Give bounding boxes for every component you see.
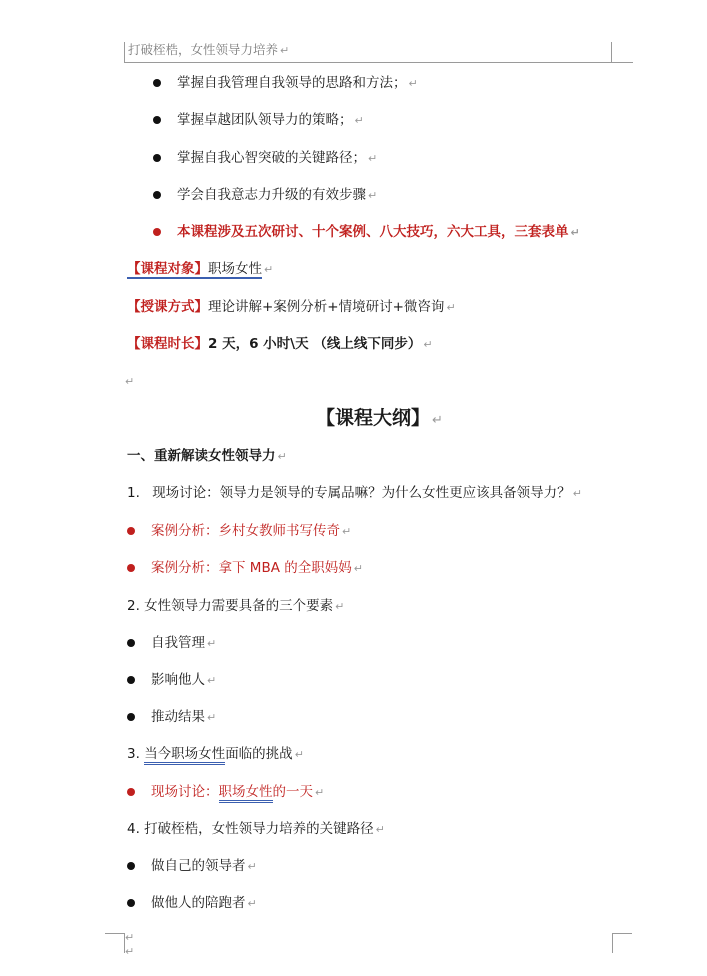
discussion-rest: 的一天 [272,784,313,800]
element-text: 自我管理 [151,635,205,651]
outline-title [316,405,443,434]
path-text: 做自己的领导者 [151,858,246,874]
footer-paragraph-1 [125,930,134,945]
header-corner-left [124,42,125,62]
paragraph-mark: ↵ [432,413,443,428]
header-rule [124,62,633,63]
paragraph-mark: ↵ [446,301,456,314]
outline-title-text: 【课程大纲】 [316,407,431,429]
item-text: 2. 女性领导力需要具备的三个要素 [127,598,334,614]
duration-value: 2 天，6 小时\天 （线上线下同步） [208,336,422,352]
item-number: 3. [127,746,140,762]
element-item [151,633,216,654]
bullet-dot-highlight [153,228,161,236]
bullet-dot [127,639,135,647]
objective-text: 本课程涉及五次研讨、十个案例、八大技巧，六大工具，三套表单 [177,224,569,240]
paragraph-mark: ↵ [125,375,135,388]
path-text: 做他人的陪跑者 [151,895,246,911]
objective-item [177,110,364,131]
course-duration [127,334,433,355]
item-text: 面临的挑战 [225,746,293,762]
bullet-dot [153,116,161,124]
case-text: 案例分析：乡村女教师书写传奇 [151,523,340,539]
paragraph-mark: ↵ [354,114,364,127]
bullet-dot [127,862,135,870]
case-item [151,521,351,542]
item-text-underlined: 当今职场女性 [144,746,225,765]
paragraph-mark: ↵ [264,263,274,276]
discussion-underlined: 职场女性 [219,784,273,803]
element-text: 影响他人 [151,672,205,688]
case-text: 案例分析：拿下 MBA 的全职妈妈 [151,560,352,576]
footer-corner-left-h [105,933,125,934]
section-title-text: 一、重新解读女性领导力 [127,448,276,464]
audience-value: 职场女性 [208,261,262,277]
footer-paragraph-2 [125,944,134,959]
paragraph-mark: ↵ [315,786,325,799]
paragraph-mark: ↵ [207,637,217,650]
item-number: 1. [127,485,140,501]
objective-text: 掌握卓越团队领导力的策略； [177,112,353,128]
footer-corner-right-h [612,933,632,934]
bullet-dot [127,676,135,684]
bullet-dot-discussion [127,788,135,796]
paragraph-mark: ↵ [247,860,257,873]
bullet-dot [153,154,161,162]
paragraph-mark: ↵ [572,487,582,500]
paragraph-mark: ↵ [207,674,217,687]
objective-text: 掌握自我心智突破的关键路径； [177,150,366,166]
objective-text: 掌握自我管理自我领导的思路和方法； [177,75,407,91]
section-title [127,446,287,467]
audience-label: 【课程对象】 [127,261,208,277]
outline-item-1 [127,483,582,504]
page-header-text: 打破桎梏，女性领导力培养 [128,42,279,57]
path-item [151,856,257,877]
discussion-prefix: 现场讨论： [151,784,219,800]
item-text: 4. 打破桎梏，女性领导力培养的关键路径 [127,821,374,837]
paragraph-mark: ↵ [368,152,378,165]
paragraph-mark: ↵ [342,525,352,538]
paragraph-mark: ↵ [247,897,257,910]
method-label: 【授课方式】 [127,299,208,315]
objective-text: 学会自我意志力升级的有效步骤 [177,187,366,203]
paragraph-mark: ↵ [125,931,135,944]
paragraph-mark: ↵ [408,77,418,90]
empty-paragraph [125,371,134,392]
outline-item-4 [127,819,385,840]
paragraph-mark: ↵ [277,450,287,463]
paragraph-mark: ↵ [125,945,135,958]
paragraph-mark: ↵ [207,711,217,724]
element-text: 推动结果 [151,709,205,725]
duration-label: 【课程时长】 [127,336,208,352]
path-item [151,893,257,914]
header-corner-right [611,42,612,62]
paragraph-mark: ↵ [570,226,580,239]
item-text: 现场讨论：领导力是领导的专属品嘛？为什么女性更应该具备领导力？ [152,485,571,501]
bullet-dot [153,79,161,87]
outline-item-2 [127,596,344,617]
objective-item-highlight [177,222,580,243]
objective-item [177,73,418,94]
element-item [151,670,216,691]
paragraph-mark: ↵ [423,338,433,351]
element-item [151,707,216,728]
bullet-dot [127,899,135,907]
bullet-dot-case [127,527,135,535]
page-header [128,40,289,61]
paragraph-mark: ↵ [368,189,378,202]
course-audience [127,259,273,280]
bullet-dot [127,713,135,721]
objective-item [177,185,377,206]
method-value: 理论讲解+案例分析+情境研讨+微咨询 [208,299,445,315]
footer-corner-right-v [612,933,613,953]
outline-item-3 [127,744,304,765]
discussion-item [151,782,324,803]
paragraph-mark: ↵ [280,44,290,57]
paragraph-mark: ↵ [335,600,345,613]
case-item [151,558,363,579]
objective-item [177,148,377,169]
course-method [127,297,456,318]
paragraph-mark: ↵ [375,823,385,836]
bullet-dot-case [127,564,135,572]
paragraph-mark: ↵ [294,748,304,761]
bullet-dot [153,191,161,199]
paragraph-mark: ↵ [353,562,363,575]
